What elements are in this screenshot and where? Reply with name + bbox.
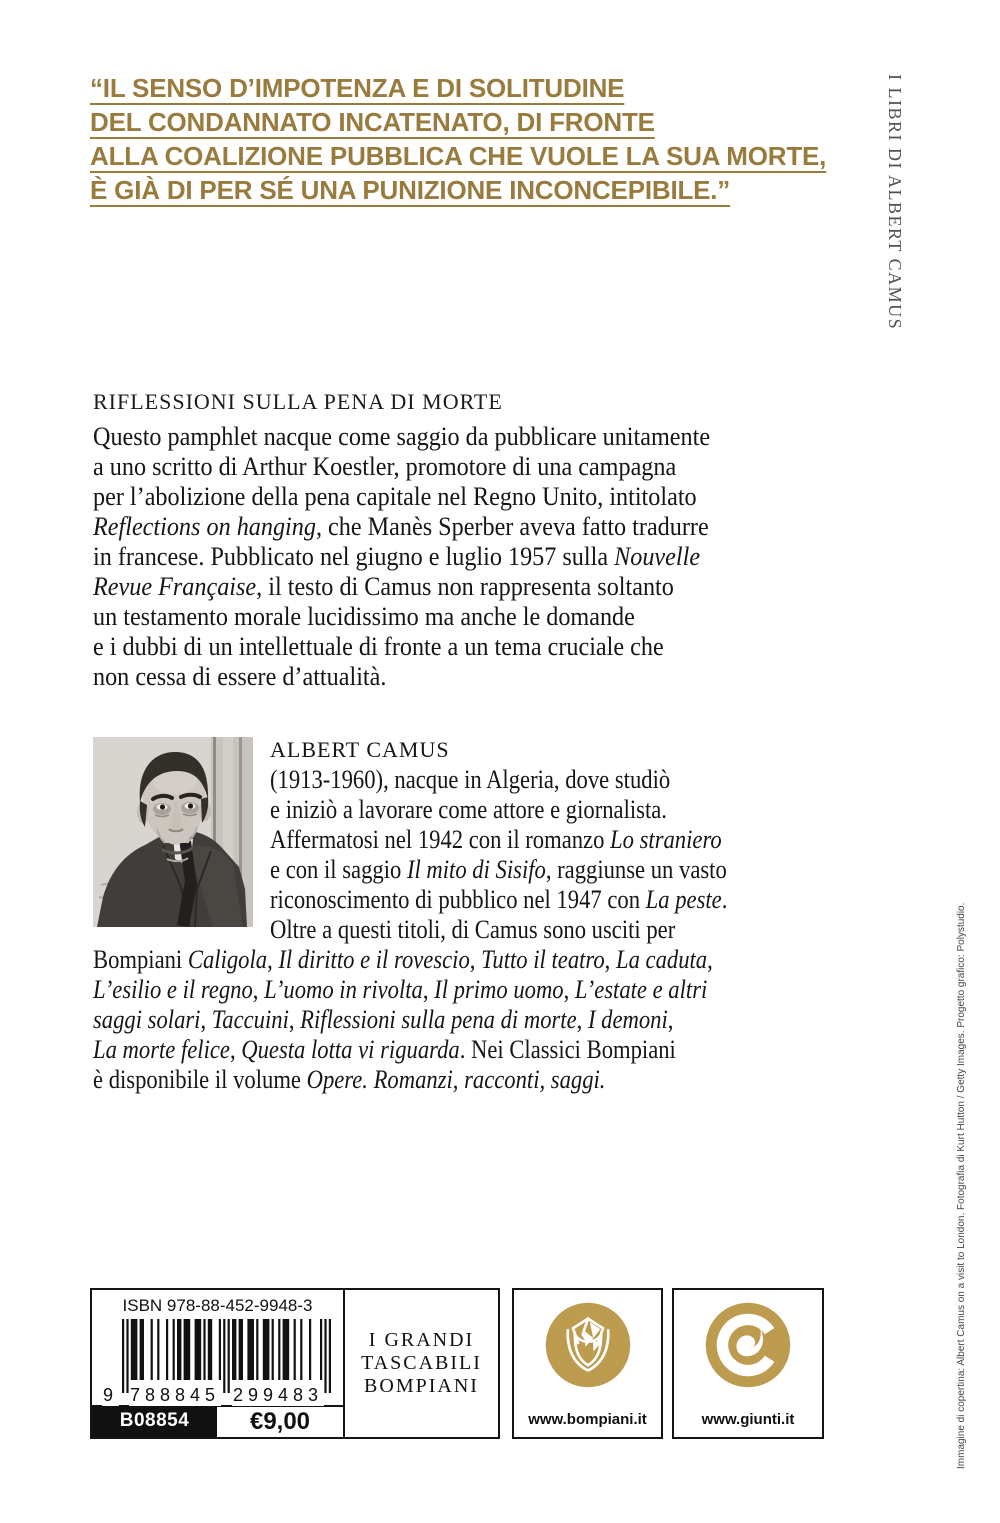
giunti-site-label: www.giunti.it [701,1411,795,1428]
giunti-box [672,1288,824,1439]
photo-credit: Immagine di copertina: Albert Camus on a visit to London. Fotografia di Kurt Hutton / Getty Images. Progetto grafico: Polystudio. [956,902,967,1469]
author-block [93,735,873,1095]
ean-barcode [103,1319,331,1405]
albert-camus-photo [93,737,253,927]
description-block [93,389,863,692]
price: €9,00 [217,1405,343,1437]
ean-digit-first: 9 [103,1385,119,1405]
book-title-heading: RIFLESSIONI SULLA PENA DI MORTE [93,389,503,414]
ean-digits [103,1385,331,1405]
bompiani-site-label: www.bompiani.it [528,1411,647,1428]
cover-quote: “IL SENSO D’IMPOTENZA E DI SOLITUDINE DEL CONDANNATO INCATENATO, DI FRONTE ALLA COALIZIONE PUBBLICA CHE VUOLE LA SUA MORTE, È GIÀ DI PER SÉ UNA PUNIZIONE INCONCEPIBILE.” [90,73,827,205]
barcode-series-box [90,1288,500,1439]
ean-digit-group2: 299483 [233,1385,324,1405]
edition-code: B08854 [92,1405,217,1437]
author-name-heading: ALBERT CAMUS [270,737,450,762]
series-label: I GRANDI TASCABILI BOMPIANI [343,1290,498,1437]
bompiani-box [512,1288,663,1439]
barcode-cell [92,1290,343,1437]
ean-digit-group1: 788845 [130,1385,221,1405]
description-text: Questo pamphlet nacque come saggio da pubblicare unitamente a uno scritto di Arthur Koestler, promotore di una campagna per l’abolizione della pena capitale nel Regno Unito, intitolato Reflections on hanging, che Manès Sperber aveva fatto tradurre in francese. Pubblicato nel giugno e luglio 1957 sulla Nouvelle Revue Française, il testo di Camus non rappresenta soltanto un testamento morale lucidissimo ma anche le domande e i dubbi di un intellettuale di fronte a un tema cruciale che non cessa di essere d’attualità. [93,422,711,691]
spine-title: I LIBRI DI ALBERT CAMUS [885,74,905,331]
author-bio-text: (1913-1960), nacque in Algeria, dove studiò e iniziò a lavorare come attore e giornalista. Affermatosi nel 1942 con il romanzo Lo straniero e con il saggio Il mito di Sisifo, raggiunse un vasto riconoscimento di pubblico nel 1947 con La peste. Oltre a questi titoli, di Camus sono usciti per Bompiani Caligola, Il diritto e il rovescio, Tutto il teatro, La caduta, L’esilio e il regno, L’uomo in rivolta, Il primo uomo, L’estate e altri saggi solari, Taccuini, Riflessioni sulla pena di morte, I demoni, La morte felice, Questa lotta vi riguarda. Nei Classici Bompiani è disponibile il volume Opere. Romanzi, racconti, saggi. [93,765,728,1094]
bompiani-logo-icon [544,1301,632,1389]
giunti-logo-icon [704,1301,792,1389]
code-price-row [92,1405,343,1437]
isbn-label: ISBN 978-88-452-9948-3 [122,1296,313,1315]
